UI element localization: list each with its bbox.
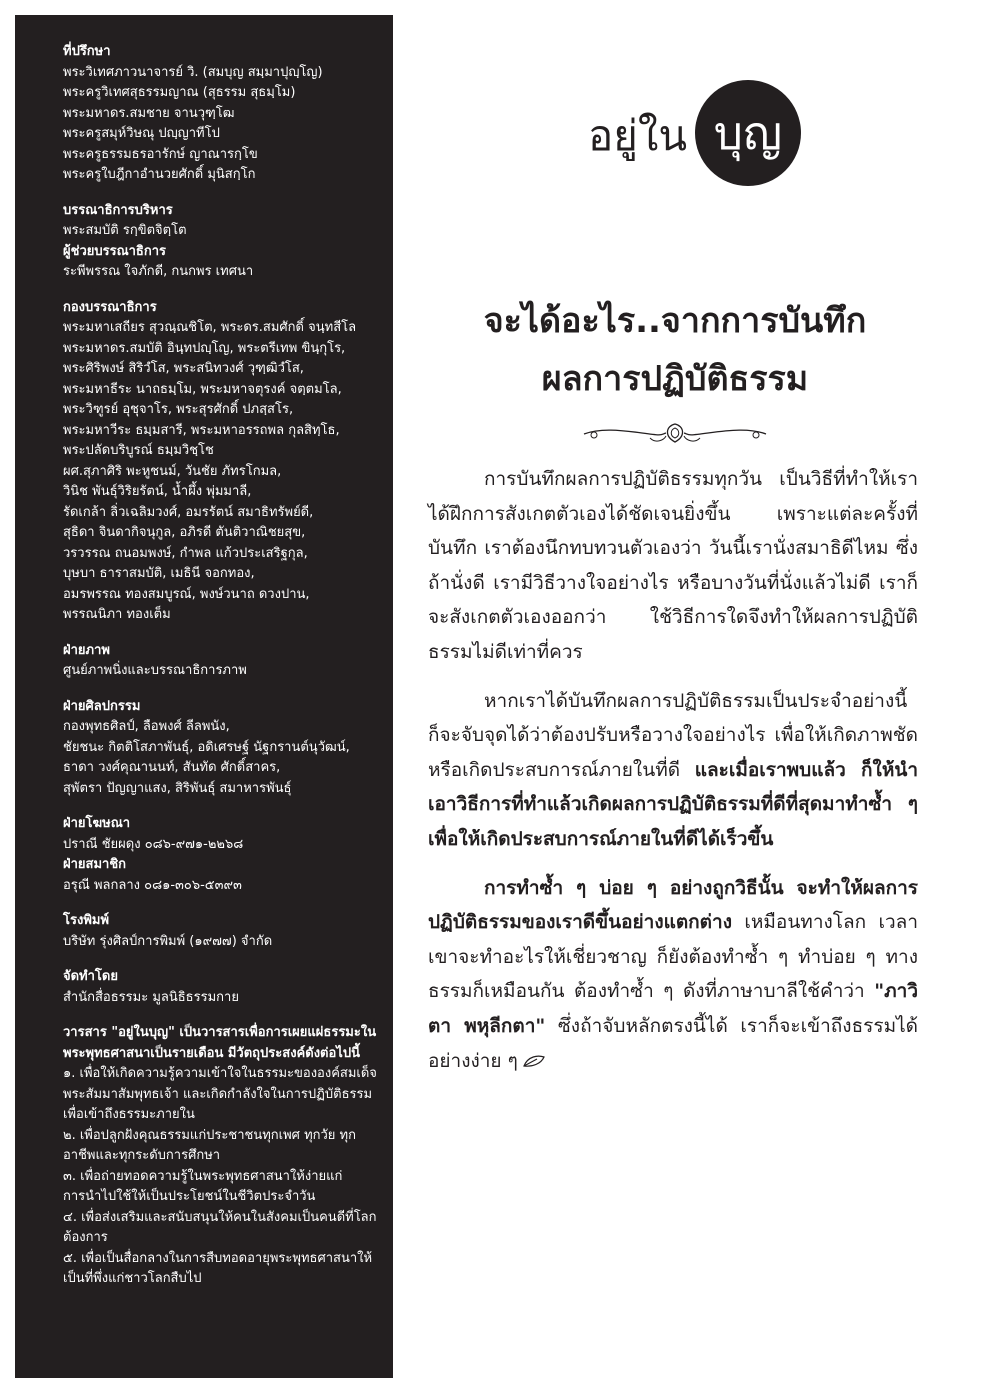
printer-section <box>63 911 379 952</box>
credits-sidebar <box>15 15 393 1378</box>
paragraph-3-end: ซึ่งถ้าจับหลักตรงนี้ได้ เราก็จะเข้าถึงธรรมได้อย่างง่าย ๆ <box>428 1014 918 1072</box>
title-line-1: จะได้อะไร..จากการบันทึก <box>483 301 867 341</box>
photo-heading: ฝ่ายภาพ <box>63 642 110 658</box>
editorial-line: วินิช พันธุ์วิริยรัตน์, น้ำผึ้ง พุ่มมาลี, <box>63 484 252 499</box>
editors-section <box>63 201 379 283</box>
objectives-section <box>63 1023 379 1290</box>
asst-editor-heading: ผู้ช่วยบรรณาธิการ <box>63 243 167 259</box>
editorial-heading: กองบรรณาธิการ <box>63 299 157 315</box>
editorial-line: สุธิดา จินดากิจนุกูล, อภิรดี ตันติวาณิชยสุข, <box>63 525 306 540</box>
ads-line: ปราณี ชัยผดุง ๐๘๖-๙๗๑-๒๒๖๘ <box>63 836 244 852</box>
members-heading: ฝ่ายสมาชิก <box>63 857 127 872</box>
editorial-line: บุษบา ธาราสมบัติ, เมธินี จอกทอง, <box>63 566 255 581</box>
pali-term: "ภาวิตา พหุลีกตา" <box>428 980 918 1037</box>
members-line: อรุณี พลกลาง ๐๘๑-๓๐๖-๕๓๙๓ <box>63 877 242 893</box>
editorial-line: พระมหาวีระ ธมฺมสารี, พระมหาอรรถพล กุลสิทฺโธ, <box>63 422 340 438</box>
leaf-end-icon <box>522 1054 546 1068</box>
producer-heading: จัดทำโดย <box>63 969 118 984</box>
paragraph-3-normal: เหมือนทางโลก เวลาเขาจะทำอะไรให้เชี่ยวชาญ ก็ยังต้องทำซ้ำ ๆ ทำบ่อย ๆ ทางธรรมก็เหมือนกัน ต้องทำซ้ำ ๆ ดังที่ภาษาบาลีใช้คำว่า <box>428 911 918 1003</box>
editorial-line: พระศิริพงษ์ สิริวํโส, พระสนิทวงศ์ วุฑฺฒิวํโส, <box>63 361 304 376</box>
advisor-line: พระวิเทศภาวนาจารย์ วิ. (สมบุญ สมฺมาปุญฺโญ) <box>63 64 323 80</box>
editorial-line: ผศ.สุภาศิริ พะหูชนม์, วันชัย ภัทรโกมล, <box>63 463 282 479</box>
logo-text-left: อยู่ใน <box>588 111 688 160</box>
advisor-line: พระครูธรรมธรอารักษ์ ญาณารกฺโข <box>63 146 258 162</box>
art-heading: ฝ่ายศิลปกรรม <box>63 698 141 714</box>
magazine-logo <box>580 75 800 190</box>
producer-section <box>63 967 379 1008</box>
editorial-line: พระมหาเสถียร สุวณฺณชิโต, พระดร.สมศักดิ์ จนฺทสีโล <box>63 320 357 335</box>
editorial-line: พระมหาธีระ นาถธมฺโม, พระมหาจตุรงค์ จตฺตมโล, <box>63 381 342 397</box>
paragraph-3 <box>428 871 918 1079</box>
logo-circle <box>695 80 801 186</box>
editorial-section <box>63 298 379 626</box>
objective-item: ๑. เพื่อให้เกิดความรู้ความเข้าใจในธรรมะขององค์สมเด็จพระสัมมาสัมพุทธเจ้า และเกิดกำลังใจในการปฏิบัติธรรมเพื่อเข้าถึงธรรมะภายใน <box>63 1066 377 1122</box>
advisors-section <box>63 42 379 186</box>
art-line: ธาดา วงศ์คุณานนท์, สันทัด ศักดิ์สาคร, <box>63 760 281 775</box>
advisor-line: พระมหาดร.สมชาย จานวุฑฺโฒ <box>63 105 235 121</box>
editorial-line: พรรณนิภา ทองเต็ม <box>63 607 171 622</box>
advisors-heading: ที่ปรึกษา <box>63 44 111 59</box>
photo-line: ศูนย์ภาพนิ่งและบรรณาธิการภาพ <box>63 663 247 678</box>
objectives-intro: วารสาร "อยู่ในบุญ" เป็นวารสารเพื่อการเผยแผ่ธรรมะในพระพุทธศาสนาเป็นรายเดือน มีวัตถุประสงค์ดังต่อไปนี้ <box>63 1025 377 1061</box>
ads-heading: ฝ่ายโฆษณา <box>63 816 131 831</box>
art-section <box>63 697 379 800</box>
objective-item: ๒. เพื่อปลูกฝังคุณธรรมแก่ประชาชนทุกเพศ ทุกวัย ทุกอาชีพและทุกระดับการศึกษา <box>63 1127 357 1163</box>
advisor-line: พระครูวิเทศสุธรรมญาณ (สุธรรม สุธมฺโม) <box>63 85 296 100</box>
paragraph-2-bold: และเมื่อเราพบแล้ว ก็ให้นำเอาวิธีการที่ทำแล้วเกิดผลการปฏิบัติธรรมที่ดีที่สุดมาทำซ้ำ ๆ เพื่อให้เกิดประสบการณ์ภายในที่ดีได้เร็วขึ้น <box>428 758 918 850</box>
photo-section <box>63 641 379 682</box>
asst-editor-line: ระพีพรรณ ใจภักดี, กนกพร เทศนา <box>63 264 254 279</box>
editorial-line: พระวิฑูรย์ อุชุจาโร, พระสุรศักดิ์ ปภสฺสโร, <box>63 402 294 417</box>
paragraph-2 <box>428 684 918 857</box>
art-line: กองพุทธศิลป์, ลือพงศ์ ลีลพนัง, <box>63 719 230 734</box>
objective-item: ๔. เพื่อส่งเสริมและสนับสนุนให้คนในสังคมเป็นคนดีที่โลกต้องการ <box>63 1209 377 1245</box>
exec-editor-heading: บรรณาธิการบริหาร <box>63 202 173 218</box>
ads-members-section <box>63 814 379 896</box>
printer-line: บริษัท รุ่งศิลป์การพิมพ์ (๑๙๗๗) จำกัด <box>63 933 273 949</box>
editorial-line: อมรพรรณ ทองสมบูรณ์, พงษ์วนาถ ดวงปาน, <box>63 586 310 602</box>
advisor-line: พระครูสมุห์วิษณุ ปญฺญาทีโป <box>63 126 220 141</box>
article-body <box>428 462 918 1092</box>
paragraph-1: การบันทึกผลการปฏิบัติธรรมทุกวัน เป็นวิธีที่ทำให้เราได้ฝึกการสังเกตตัวเองได้ชัดเจนยิ่งขึ้น เพราะแต่ละครั้งที่บันทึก เราต้องนึกทบทวนตัวเองว่า วันนี้เรานั่งสมาธิดีไหม ซึ่งถ้านั่งดี เรามีวิธีวางใจอย่างไร หรือบางวันที่นั่งแล้วไม่ดี เราก็จะสังเกตตัวเองออกว่า ใช้วิธีการใดจึงทำให้ผลการปฏิบัติธรรมไม่ดีเท่าที่ควร <box>428 468 918 663</box>
objective-item: ๓. เพื่อถ่ายทอดความรู้ในพระพุทธศาสนาให้ง่ายแก่การนำไปใช้ให้เป็นประโยชน์ในชีวิตประจำวัน <box>63 1168 343 1204</box>
exec-editor-line: พระสมบัติ รกฺขิตจิตฺโต <box>63 223 187 238</box>
printer-heading: โรงพิมพ์ <box>63 913 110 928</box>
objective-item: ๕. เพื่อเป็นสื่อกลางในการสืบทอดอายุพระพุทธศาสนาให้เป็นที่พึ่งแก่ชาวโลกสืบไป <box>63 1250 373 1286</box>
art-line: ชัยชนะ กิตติโสภาพันธุ์, อดิเศรษฐ์ นัฐกรานต์นุวัฒน์, <box>63 739 350 755</box>
producer-line: สำนักสื่อธรรมะ มูลนิธิธรรมกาย <box>63 989 239 1005</box>
editorial-line: วรวรรณ ถนอมพงษ์, กำพล แก้วประเสริฐกุล, <box>63 545 308 561</box>
editorial-line: พระปลัดบริบูรณ์ ธมฺมวิชฺโช <box>63 443 214 458</box>
article-title <box>420 292 930 408</box>
advisor-line: พระครูใบฎีกาอำนวยศักดิ์ มุนิสกฺโก <box>63 167 256 182</box>
art-line: สุพัตรา ปัญญาแสง, สิริพันธุ์ สมาหารพันธุ์ <box>63 780 292 796</box>
editorial-line: รัดเกล้า ลิ่วเฉลิมวงศ์, อมรรัตน์ สมาธิทรัพย์ดี, <box>63 504 314 520</box>
paragraph-2-normal: หากเราได้บันทึกผลการปฏิบัติธรรมเป็นประจำอย่างนี้ ก็จะจับจุดได้ว่าต้องปรับหรือวางใจอย่างไร เพื่อให้เกิดภาพชัด หรือเกิดประสบการณ์ภายในที่ดี <box>428 689 918 781</box>
ornament-divider-icon <box>580 418 770 448</box>
paragraph-3-bold: การทำซ้ำ ๆ บ่อย ๆ อย่างถูกวิธีนั้น จะทำให้ผลการปฏิบัติธรรมของเราดีขึ้นอย่างแตกต่าง <box>428 876 918 934</box>
editorial-line: พระมหาดร.สมบัติ อินฺทปญฺโญ, พระตรีเทพ ขินฺกุโร, <box>63 340 346 356</box>
title-line-2: ผลการปฏิบัติธรรม <box>541 359 809 399</box>
logo-text-circle: บุญ <box>713 105 783 160</box>
